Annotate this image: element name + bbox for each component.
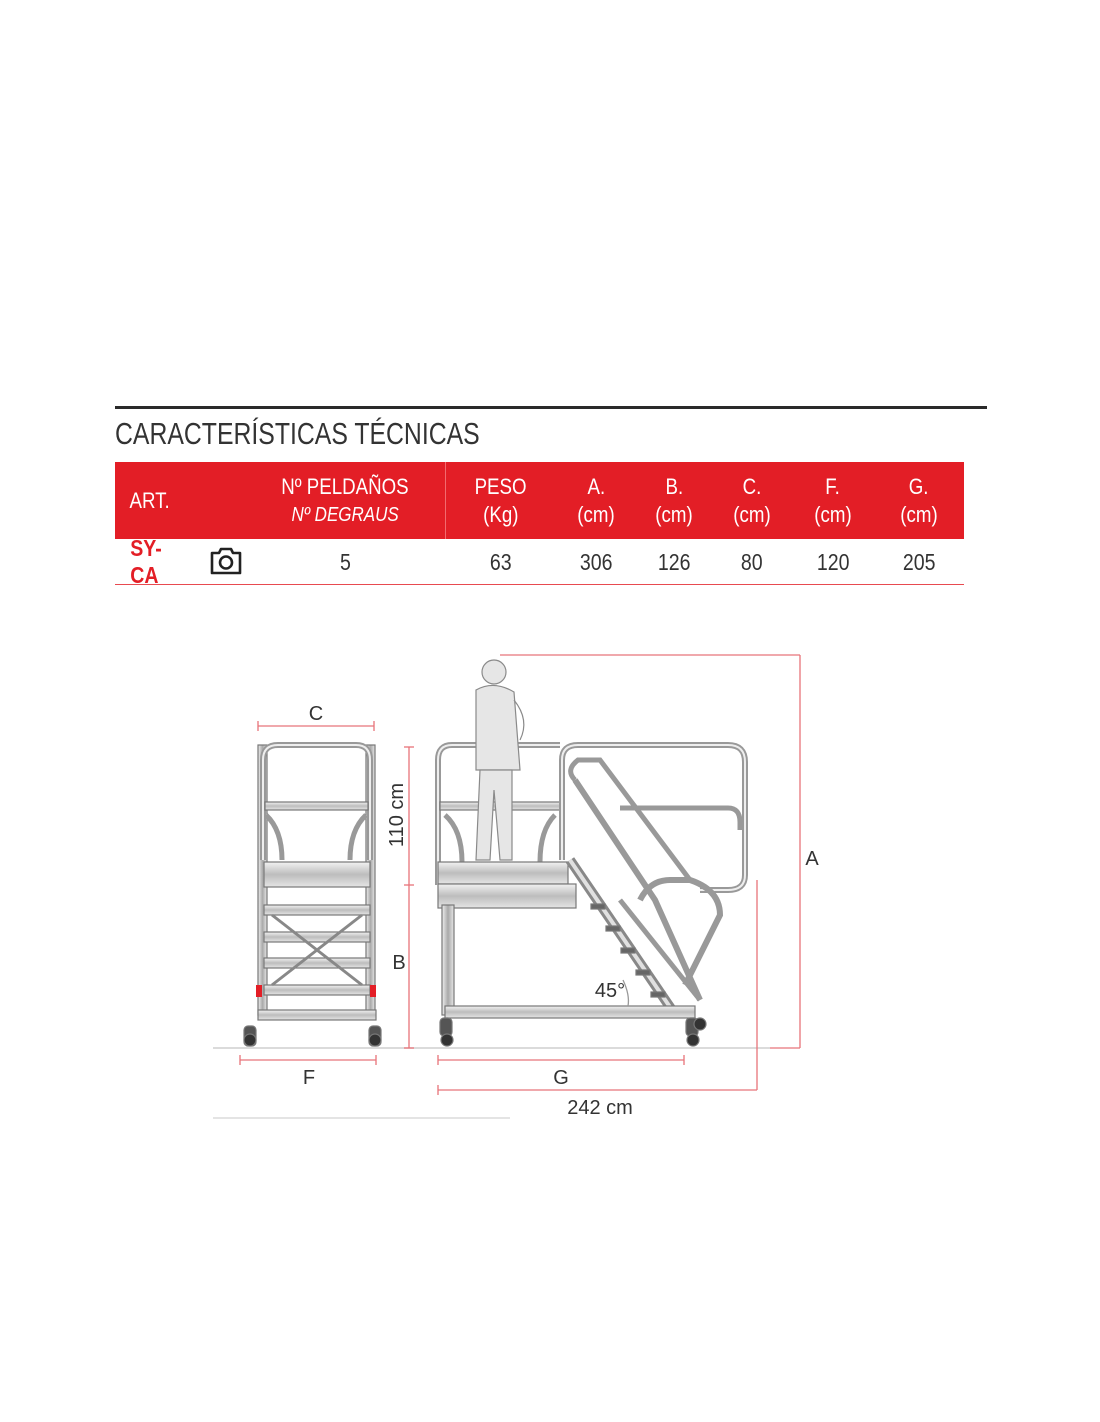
label-b: B <box>392 952 406 974</box>
header-weight: PESO (Kg) <box>475 473 527 527</box>
label-total-length: 242 cm <box>567 1097 633 1119</box>
header-art: ART. <box>129 487 171 513</box>
row-art: SY-CA <box>130 535 162 588</box>
row-weight: 63 <box>490 548 512 575</box>
row-f: 120 <box>816 548 850 575</box>
header-b: B. (cm) <box>655 473 693 527</box>
label-110cm: 110 cm <box>386 782 408 848</box>
label-c: C <box>308 703 324 725</box>
header-a: A. (cm) <box>577 473 615 527</box>
row-b: 126 <box>657 548 691 575</box>
row-g: 205 <box>902 548 936 575</box>
row-c: 80 <box>741 548 763 575</box>
header-g: G. (cm) <box>900 473 938 527</box>
row-a: 306 <box>579 548 613 575</box>
person-silhouette <box>476 660 524 860</box>
row-steps: 5 <box>339 548 351 575</box>
section-title: CARACTERÍSTICAS TÉCNICAS <box>115 416 480 451</box>
label-f: F <box>302 1067 316 1089</box>
label-g: G <box>553 1067 569 1089</box>
header-f: F. (cm) <box>814 473 852 527</box>
label-angle: 45° <box>594 980 626 1002</box>
label-a: A <box>805 848 819 870</box>
header-c: C. (cm) <box>733 473 771 527</box>
front-view-ladder <box>244 745 381 1046</box>
header-steps: Nº PELDAÑOS Nº DEGRAUS <box>281 473 409 526</box>
